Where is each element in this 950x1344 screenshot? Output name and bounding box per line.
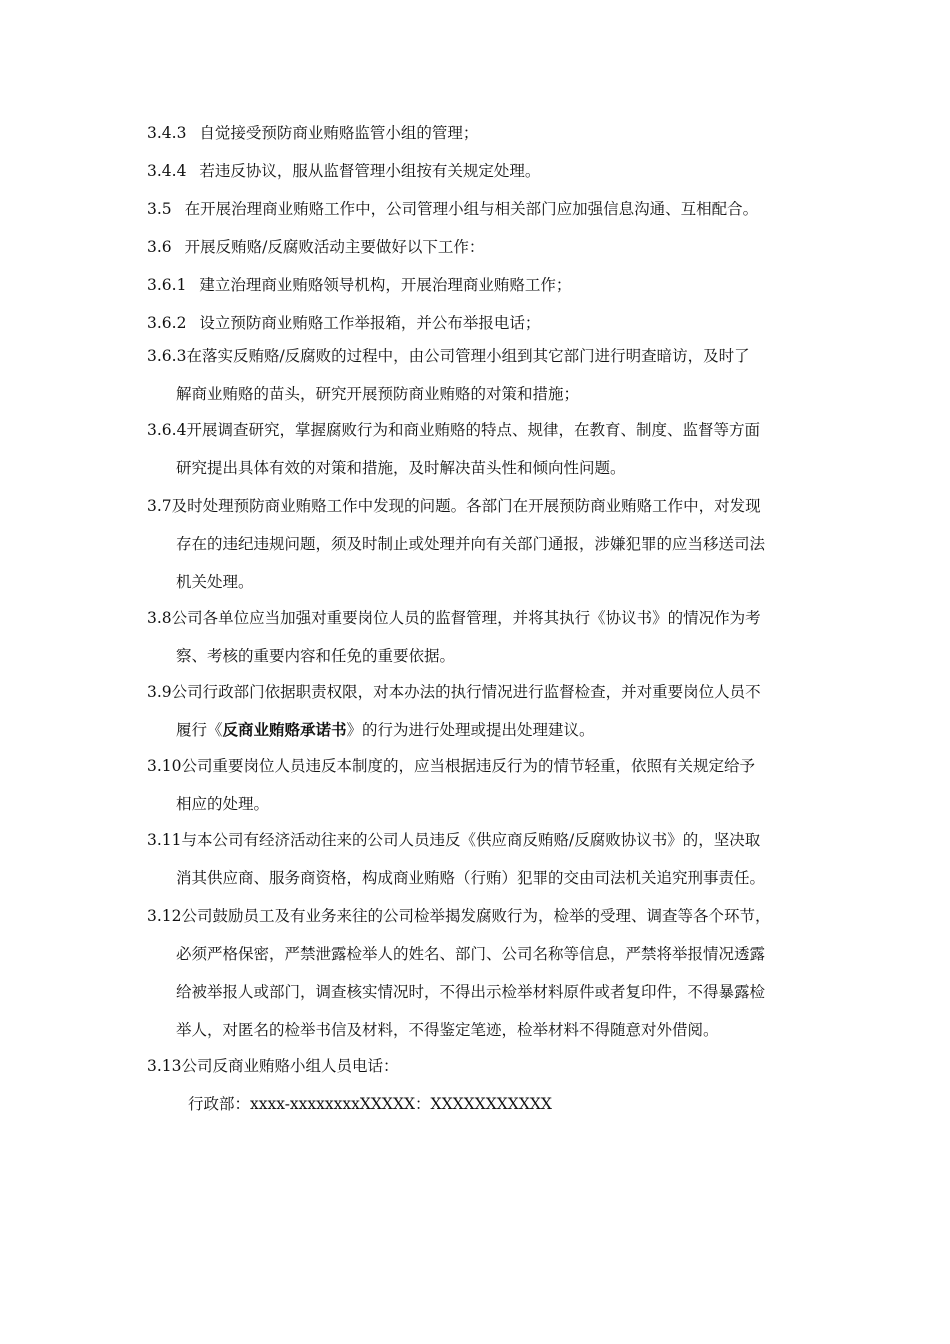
clause-text-line: 与本公司有经济活动往来的公司人员违反《供应商反贿赂/反腐败协议书》的，坚决取 (181, 831, 761, 849)
clause-number: 3.6.3 (147, 347, 187, 365)
clause-text-line: 相应的处理。 (176, 795, 270, 813)
clause-number: 3.7 (147, 497, 172, 515)
clause-text-line: 察、考核的重要内容和任免的重要依据。 (176, 647, 456, 665)
clause-number: 3.11 (147, 831, 182, 849)
clause-number: 3.6 (147, 238, 172, 256)
clause-text-line: 及时处理预防商业贿赂工作中发现的问题。各部门在开展预防商业贿赂工作中，对发现 (171, 497, 761, 515)
clause-3-8 (147, 599, 827, 675)
clause-text-line: 公司重要岗位人员违反本制度的，应当根据违反行为的情节轻重，依照有关规定给予 (181, 757, 756, 775)
clause-text-line: 在落实反贿赂/反腐败的过程中，由公司管理小组到其它部门进行明查暗访，及时了 (186, 347, 750, 365)
clause-3-6-3 (147, 337, 827, 413)
clause-text: 在开展治理商业贿赂工作中，公司管理小组与相关部门应加强信息沟通、互相配合。 (184, 200, 759, 218)
clause-3-12 (147, 897, 827, 1049)
clause-number: 3.4.3 (147, 124, 187, 142)
clause-number: 3.5 (147, 200, 172, 218)
clause-number: 3.9 (147, 683, 172, 701)
clause-number: 3.10 (147, 757, 182, 775)
clause-3-4-4 (147, 152, 827, 190)
clause-text-line: 公司鼓励员工及有业务来往的公司检举揭发腐败行为，检举的受理、调查等各个环节， (181, 907, 771, 925)
clause-text-line: 必须严格保密，严禁泄露检举人的姓名、部门、公司名称等信息，严禁将举报情况透露 (176, 945, 766, 963)
clause-number: 3.6.2 (147, 314, 187, 332)
clause-text-line: 消其供应商、服务商资格，构成商业贿赂（行贿）犯罪的交由司法机关追究刑事责任。 (176, 869, 766, 887)
clause-text-line: 开展调查研究，掌握腐败行为和商业贿赂的特点、规律，在教育、制度、监督等方面 (186, 421, 760, 439)
clause-3-13 (147, 1047, 827, 1085)
clause-3-10 (147, 747, 827, 823)
clause-number: 3.6.4 (147, 421, 187, 439)
clause-number: 3.13 (147, 1057, 182, 1075)
clause-number: 3.8 (147, 609, 172, 627)
clause-text: 自觉接受预防商业贿赂监管小组的管理； (199, 124, 479, 142)
clause-text: 建立治理商业贿赂领导机构，开展治理商业贿赂工作； (199, 276, 572, 294)
clause-text-line: 给被举报人或部门，调查核实情况时，不得出示检举材料原件或者复印件，不得暴露检 (176, 983, 766, 1001)
text-segment: 》的行为进行处理或提出处理建议。 (346, 721, 595, 739)
clause-text: 设立预防商业贿赂工作举报箱，并公布举报电话； (199, 314, 541, 332)
clause-3-9 (147, 673, 827, 749)
commitment-letter-title: 反商业贿赂承诺书 (222, 721, 347, 739)
clause-3-4-3 (147, 114, 827, 152)
clause-text-line: 公司各单位应当加强对重要岗位人员的监督管理，并将其执行《协议书》的情况作为考 (171, 609, 761, 627)
clause-number: 3.4.4 (147, 162, 187, 180)
clause-3-6 (147, 228, 827, 266)
contact-line: 行政部：xxxx-xxxxxxxxXXXXX：XXXXXXXXXXX (188, 1095, 552, 1113)
clause-text: 开展反贿赂/反腐败活动主要做好以下工作： (184, 238, 485, 256)
clause-3-6-1 (147, 266, 827, 304)
clause-text-line: 存在的违纪违规问题，须及时制止或处理并向有关部门通报，涉嫌犯罪的应当移送司法 (176, 535, 766, 553)
clause-text: 公司反商业贿赂小组人员电话： (181, 1057, 399, 1075)
clause-3-7 (147, 487, 827, 601)
clause-text-line: 研究提出具体有效的对策和措施，及时解决苗头性和倾向性问题。 (176, 459, 626, 477)
clause-text-line: 举人，对匿名的检举书信及材料，不得鉴定笔迹，检举材料不得随意对外借阅。 (176, 1021, 719, 1039)
clause-text-line: 机关处理。 (176, 573, 254, 591)
clause-number: 3.12 (147, 907, 182, 925)
text-segment: 履行《 (176, 721, 223, 739)
clause-3-5 (147, 190, 847, 228)
clause-text: 若违反协议，服从监督管理小组按有关规定处理。 (199, 162, 541, 180)
clause-number: 3.6.1 (147, 276, 187, 294)
clause-3-11 (147, 821, 827, 897)
clause-text-line: 公司行政部门依据职责权限，对本办法的执行情况进行监督检查，并对重要岗位人员不 (171, 683, 761, 701)
clause-3-6-4 (147, 411, 827, 487)
clause-text-line (147, 711, 827, 749)
clause-text-line: 解商业贿赂的苗头，研究开展预防商业贿赂的对策和措施； (176, 385, 580, 403)
